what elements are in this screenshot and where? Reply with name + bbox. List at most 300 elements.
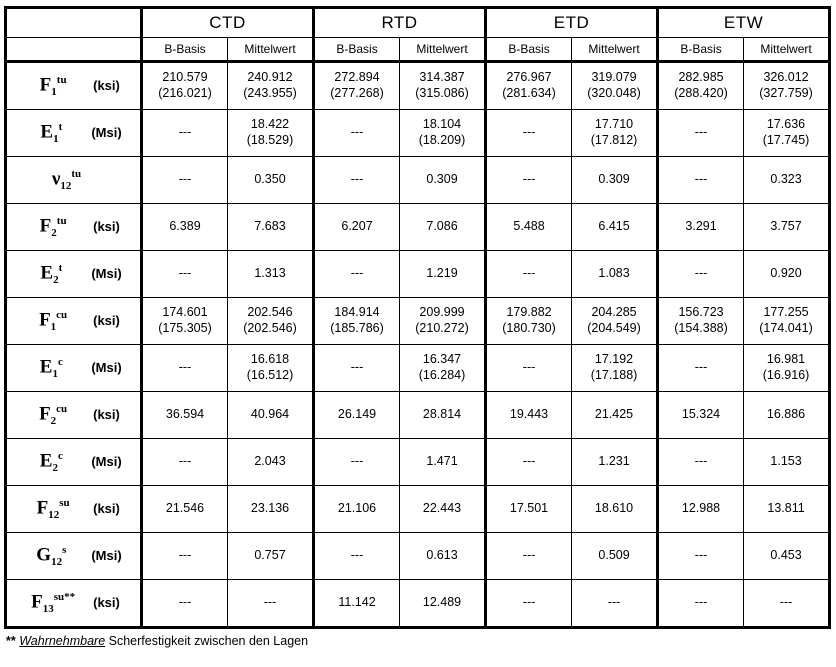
table-cell bbox=[486, 110, 572, 157]
row-symbol bbox=[27, 215, 79, 239]
table-cell bbox=[228, 157, 314, 204]
table-cell bbox=[658, 251, 744, 298]
table-cell bbox=[314, 580, 400, 628]
cell-value: 40.964 bbox=[250, 407, 290, 422]
symbol-base: G bbox=[36, 544, 52, 566]
cell-value: 0.323 bbox=[770, 172, 802, 187]
symbol-base: F bbox=[36, 497, 49, 519]
cell-value: --- bbox=[178, 360, 192, 375]
cell-value: 276.967 bbox=[506, 70, 552, 85]
cell-value-secondary: (175.305) bbox=[158, 321, 212, 335]
table-cell bbox=[400, 298, 486, 345]
table-cell bbox=[400, 580, 486, 628]
symbol-superscript: cu bbox=[56, 308, 68, 321]
cell-value: --- bbox=[350, 125, 364, 140]
table-cell bbox=[572, 580, 658, 628]
symbol-base: F bbox=[39, 309, 51, 331]
table-row bbox=[6, 345, 830, 392]
table-cell bbox=[400, 439, 486, 486]
table-cell bbox=[658, 157, 744, 204]
table-cell bbox=[142, 439, 228, 486]
row-unit: (Msi) bbox=[91, 454, 122, 470]
symbol-base: F bbox=[39, 74, 52, 96]
table-footnote bbox=[4, 634, 832, 648]
row-unit: (Msi) bbox=[91, 548, 122, 564]
cell-value: 1.153 bbox=[770, 454, 802, 469]
table-cell bbox=[314, 251, 400, 298]
cell-value: 18.610 bbox=[594, 501, 634, 516]
table-cell bbox=[658, 439, 744, 486]
cell-value: 21.106 bbox=[337, 501, 377, 516]
cell-value: --- bbox=[607, 595, 621, 610]
cell-value: 6.389 bbox=[169, 219, 201, 234]
table-cell bbox=[744, 298, 830, 345]
symbol-base: E bbox=[40, 262, 54, 284]
cell-value: 16.618 bbox=[250, 352, 290, 367]
row-unit: (ksi) bbox=[93, 501, 120, 517]
symbol-superscript: su** bbox=[53, 590, 76, 603]
table-cell bbox=[572, 439, 658, 486]
row-label bbox=[6, 439, 142, 486]
table-cell bbox=[658, 345, 744, 392]
cell-value: 1.313 bbox=[254, 266, 286, 281]
cell-value-secondary: (216.021) bbox=[158, 86, 212, 100]
cell-value: 6.415 bbox=[598, 219, 630, 234]
cell-value: 7.086 bbox=[426, 219, 458, 234]
cell-value: 2.043 bbox=[254, 454, 286, 469]
footnote-text: Scherfestigkeit zwischen den Lagen bbox=[105, 634, 309, 648]
cell-value: 179.882 bbox=[506, 305, 552, 320]
table-cell bbox=[228, 110, 314, 157]
table-cell bbox=[400, 204, 486, 251]
cell-value: --- bbox=[178, 125, 192, 140]
header-group-row bbox=[6, 8, 830, 38]
header-sub-2: B-Basis bbox=[314, 38, 400, 62]
table-cell bbox=[228, 533, 314, 580]
table-cell bbox=[228, 345, 314, 392]
cell-value: 7.683 bbox=[254, 219, 286, 234]
symbol-superscript: tu bbox=[56, 73, 67, 86]
cell-value: --- bbox=[694, 266, 708, 281]
header-group-etw: ETW bbox=[658, 8, 830, 38]
cell-value: --- bbox=[779, 595, 793, 610]
row-symbol bbox=[25, 544, 77, 568]
table-cell bbox=[486, 157, 572, 204]
table-cell bbox=[400, 533, 486, 580]
table-cell bbox=[658, 110, 744, 157]
cell-value: 1.219 bbox=[426, 266, 458, 281]
symbol-superscript: t bbox=[58, 261, 63, 274]
cell-value: 0.453 bbox=[770, 548, 802, 563]
cell-value: --- bbox=[178, 595, 192, 610]
table-cell bbox=[314, 345, 400, 392]
table-cell bbox=[486, 204, 572, 251]
cell-value: --- bbox=[350, 360, 364, 375]
symbol-subscript: 1 bbox=[51, 86, 57, 99]
row-symbol bbox=[25, 121, 77, 145]
cell-value-secondary: (174.041) bbox=[759, 321, 813, 335]
cell-value: 18.104 bbox=[422, 117, 462, 132]
table-cell bbox=[228, 204, 314, 251]
table-row bbox=[6, 580, 830, 628]
header-sub-0: B-Basis bbox=[142, 38, 228, 62]
table-cell bbox=[572, 486, 658, 533]
table-cell bbox=[744, 204, 830, 251]
header-group-rtd: RTD bbox=[314, 8, 486, 38]
cell-value: 202.546 bbox=[247, 305, 293, 320]
symbol-base: E bbox=[40, 121, 54, 143]
cell-value: --- bbox=[522, 266, 536, 281]
cell-value: 3.757 bbox=[770, 219, 802, 234]
row-unit: (ksi) bbox=[93, 595, 120, 611]
cell-value: 16.886 bbox=[766, 407, 806, 422]
symbol-subscript: 1 bbox=[52, 368, 58, 381]
symbol-superscript: su bbox=[59, 496, 70, 509]
table-cell bbox=[142, 298, 228, 345]
row-unit: (Msi) bbox=[91, 266, 122, 282]
cell-value: 13.811 bbox=[767, 501, 805, 516]
table-cell bbox=[658, 580, 744, 628]
cell-value: --- bbox=[522, 454, 536, 469]
table-cell bbox=[142, 110, 228, 157]
table-row bbox=[6, 392, 830, 439]
cell-value: 0.509 bbox=[598, 548, 630, 563]
cell-value: 1.083 bbox=[598, 266, 630, 281]
symbol-superscript: c bbox=[57, 355, 63, 368]
symbol-subscript: 13 bbox=[42, 603, 54, 616]
symbol-subscript: 1 bbox=[53, 133, 59, 146]
table-cell bbox=[744, 486, 830, 533]
table-cell bbox=[572, 110, 658, 157]
row-unit: (ksi) bbox=[93, 313, 120, 329]
cell-value: 209.999 bbox=[419, 305, 465, 320]
header-sub-1: Mittelwert bbox=[228, 38, 314, 62]
cell-value: 204.285 bbox=[591, 305, 637, 320]
table-cell bbox=[658, 298, 744, 345]
table-cell bbox=[486, 392, 572, 439]
table-cell bbox=[400, 251, 486, 298]
table-row bbox=[6, 157, 830, 204]
row-label bbox=[6, 157, 142, 204]
cell-value-secondary: (18.209) bbox=[418, 133, 466, 147]
header-sub-corner-cell bbox=[6, 38, 142, 62]
table-cell bbox=[658, 62, 744, 110]
cell-value-secondary: (204.549) bbox=[587, 321, 641, 335]
table-row bbox=[6, 110, 830, 157]
footnote-marker: ** bbox=[6, 634, 16, 648]
symbol-superscript: c bbox=[57, 449, 63, 462]
cell-value: --- bbox=[694, 172, 708, 187]
cell-value: 3.291 bbox=[685, 219, 717, 234]
cell-value: 156.723 bbox=[678, 305, 724, 320]
symbol-base: E bbox=[39, 450, 53, 472]
header-group-etd: ETD bbox=[486, 8, 658, 38]
cell-value: 5.488 bbox=[513, 219, 545, 234]
header-corner-cell bbox=[6, 8, 142, 38]
cell-value-secondary: (18.529) bbox=[246, 133, 294, 147]
cell-value: --- bbox=[522, 595, 536, 610]
row-label bbox=[6, 298, 142, 345]
cell-value: --- bbox=[263, 595, 277, 610]
cell-value: 0.309 bbox=[426, 172, 458, 187]
table-cell bbox=[486, 580, 572, 628]
cell-value-secondary: (243.955) bbox=[243, 86, 297, 100]
row-label bbox=[6, 580, 142, 628]
cell-value: --- bbox=[694, 595, 708, 610]
row-label bbox=[6, 204, 142, 251]
cell-value: 22.443 bbox=[422, 501, 462, 516]
cell-value: --- bbox=[178, 266, 192, 281]
table-cell bbox=[314, 298, 400, 345]
table-cell bbox=[744, 110, 830, 157]
cell-value: 12.988 bbox=[681, 501, 721, 516]
header-sub-7: Mittelwert bbox=[744, 38, 830, 62]
cell-value: --- bbox=[522, 125, 536, 140]
table-cell bbox=[400, 157, 486, 204]
table-row bbox=[6, 62, 830, 110]
table-cell bbox=[572, 345, 658, 392]
cell-value: --- bbox=[350, 172, 364, 187]
table-cell bbox=[744, 439, 830, 486]
cell-value: --- bbox=[694, 125, 708, 140]
cell-value-secondary: (277.268) bbox=[330, 86, 384, 100]
table-cell bbox=[486, 251, 572, 298]
cell-value-secondary: (202.546) bbox=[243, 321, 297, 335]
cell-value-secondary: (281.634) bbox=[502, 86, 556, 100]
table-cell bbox=[744, 580, 830, 628]
table-cell bbox=[744, 251, 830, 298]
table-row bbox=[6, 533, 830, 580]
table-cell bbox=[142, 486, 228, 533]
cell-value: --- bbox=[694, 548, 708, 563]
table-cell bbox=[744, 392, 830, 439]
row-unit: (Msi) bbox=[91, 125, 122, 141]
table-cell bbox=[486, 345, 572, 392]
cell-value: 272.894 bbox=[334, 70, 380, 85]
cell-value: --- bbox=[350, 548, 364, 563]
symbol-subscript: 1 bbox=[50, 321, 57, 334]
row-label bbox=[6, 345, 142, 392]
cell-value-secondary: (180.730) bbox=[502, 321, 556, 335]
table-cell bbox=[142, 251, 228, 298]
symbol-base: E bbox=[39, 356, 53, 378]
cell-value-secondary: (17.812) bbox=[590, 133, 638, 147]
cell-value-secondary: (17.745) bbox=[762, 133, 810, 147]
symbol-base: ν bbox=[51, 168, 61, 190]
row-symbol bbox=[41, 168, 93, 192]
table-cell bbox=[142, 157, 228, 204]
table-cell bbox=[572, 251, 658, 298]
symbol-subscript: 2 bbox=[51, 227, 57, 240]
cell-value: 282.985 bbox=[678, 70, 724, 85]
cell-value: 21.425 bbox=[594, 407, 634, 422]
cell-value: 0.350 bbox=[254, 172, 286, 187]
cell-value: --- bbox=[178, 172, 192, 187]
table-cell bbox=[658, 486, 744, 533]
symbol-superscript: tu bbox=[56, 214, 67, 227]
cell-value: --- bbox=[694, 454, 708, 469]
cell-value-secondary: (288.420) bbox=[674, 86, 728, 100]
symbol-superscript: cu bbox=[56, 402, 68, 415]
table-cell bbox=[228, 62, 314, 110]
symbol-base: F bbox=[31, 591, 43, 613]
symbol-superscript: s bbox=[62, 543, 67, 556]
table-cell bbox=[572, 533, 658, 580]
row-label bbox=[6, 110, 142, 157]
cell-value: 0.757 bbox=[254, 548, 286, 563]
cell-value: 17.192 bbox=[594, 352, 634, 367]
table-row bbox=[6, 486, 830, 533]
cell-value-secondary: (16.512) bbox=[246, 368, 294, 382]
table-cell bbox=[572, 392, 658, 439]
cell-value: 1.231 bbox=[598, 454, 630, 469]
table-cell bbox=[142, 580, 228, 628]
cell-value: 0.309 bbox=[598, 172, 630, 187]
table-cell bbox=[400, 486, 486, 533]
row-symbol bbox=[25, 450, 77, 474]
table-cell bbox=[228, 251, 314, 298]
header-sub-6: B-Basis bbox=[658, 38, 744, 62]
row-unit: (ksi) bbox=[93, 78, 120, 94]
table-cell bbox=[486, 439, 572, 486]
cell-value-secondary: (154.388) bbox=[674, 321, 728, 335]
cell-value: 18.422 bbox=[250, 117, 290, 132]
table-cell bbox=[228, 298, 314, 345]
cell-value: --- bbox=[694, 360, 708, 375]
header-group-ctd: CTD bbox=[142, 8, 314, 38]
cell-value: --- bbox=[178, 548, 192, 563]
cell-value-secondary: (320.048) bbox=[587, 86, 641, 100]
row-label bbox=[6, 533, 142, 580]
symbol-subscript: 12 bbox=[48, 509, 60, 522]
table-cell bbox=[142, 392, 228, 439]
cell-value: 16.347 bbox=[422, 352, 462, 367]
table-cell bbox=[744, 533, 830, 580]
table-cell bbox=[314, 533, 400, 580]
symbol-base: F bbox=[39, 215, 52, 237]
row-label bbox=[6, 392, 142, 439]
cell-value: --- bbox=[350, 454, 364, 469]
row-unit: (ksi) bbox=[93, 407, 120, 423]
table-cell bbox=[314, 439, 400, 486]
cell-value: 314.387 bbox=[419, 70, 465, 85]
cell-value-secondary: (327.759) bbox=[759, 86, 813, 100]
symbol-base: F bbox=[39, 403, 51, 425]
table-row bbox=[6, 204, 830, 251]
cell-value-secondary: (210.272) bbox=[415, 321, 469, 335]
row-symbol bbox=[27, 497, 79, 521]
cell-value-secondary: (17.188) bbox=[590, 368, 638, 382]
symbol-subscript: 12 bbox=[51, 556, 63, 569]
table-cell bbox=[142, 62, 228, 110]
cell-value: --- bbox=[522, 360, 536, 375]
table-cell bbox=[658, 392, 744, 439]
table-cell bbox=[314, 392, 400, 439]
table-cell bbox=[486, 62, 572, 110]
cell-value: 177.255 bbox=[763, 305, 809, 320]
table-cell bbox=[228, 486, 314, 533]
cell-value: 26.149 bbox=[337, 407, 377, 422]
header-sub-4: B-Basis bbox=[486, 38, 572, 62]
table-cell bbox=[400, 392, 486, 439]
table-cell bbox=[314, 110, 400, 157]
cell-value: --- bbox=[522, 548, 536, 563]
cell-value: 326.012 bbox=[763, 70, 809, 85]
cell-value: 6.207 bbox=[341, 219, 373, 234]
symbol-superscript: t bbox=[58, 120, 63, 133]
row-symbol bbox=[27, 74, 79, 98]
symbol-subscript: 2 bbox=[53, 274, 59, 287]
cell-value: --- bbox=[350, 266, 364, 281]
row-symbol bbox=[27, 591, 79, 615]
table-cell bbox=[572, 157, 658, 204]
material-properties-table bbox=[4, 6, 831, 629]
table-cell bbox=[228, 439, 314, 486]
header-sub-5: Mittelwert bbox=[572, 38, 658, 62]
table-cell bbox=[744, 62, 830, 110]
table-row bbox=[6, 298, 830, 345]
cell-value: 184.914 bbox=[334, 305, 380, 320]
cell-value: --- bbox=[522, 172, 536, 187]
table-cell bbox=[142, 345, 228, 392]
table-cell bbox=[142, 533, 228, 580]
table-cell bbox=[400, 62, 486, 110]
table-cell bbox=[400, 345, 486, 392]
cell-value: 1.471 bbox=[426, 454, 458, 469]
cell-value: 0.920 bbox=[770, 266, 802, 281]
symbol-subscript: 2 bbox=[50, 415, 57, 428]
table-cell bbox=[314, 62, 400, 110]
cell-value: 23.136 bbox=[250, 501, 290, 516]
table-cell bbox=[486, 298, 572, 345]
table-cell bbox=[314, 157, 400, 204]
table-cell bbox=[572, 204, 658, 251]
table-cell bbox=[228, 580, 314, 628]
table-cell bbox=[486, 533, 572, 580]
cell-value-secondary: (315.086) bbox=[415, 86, 469, 100]
table-row bbox=[6, 439, 830, 486]
row-unit: (ksi) bbox=[93, 219, 120, 235]
cell-value: 11.142 bbox=[338, 595, 376, 610]
cell-value: 17.501 bbox=[509, 501, 549, 516]
table-cell bbox=[744, 345, 830, 392]
symbol-subscript: 2 bbox=[52, 462, 58, 475]
cell-value: 16.981 bbox=[766, 352, 806, 367]
row-symbol bbox=[25, 356, 77, 380]
table-cell bbox=[486, 486, 572, 533]
cell-value-secondary: (16.284) bbox=[418, 368, 466, 382]
table-cell bbox=[658, 533, 744, 580]
table-cell bbox=[142, 204, 228, 251]
row-label bbox=[6, 486, 142, 533]
header-sub-3: Mittelwert bbox=[400, 38, 486, 62]
cell-value: 174.601 bbox=[162, 305, 208, 320]
table-cell bbox=[228, 392, 314, 439]
row-symbol bbox=[27, 403, 79, 427]
table-row bbox=[6, 251, 830, 298]
cell-value: 28.814 bbox=[422, 407, 462, 422]
symbol-subscript: 12 bbox=[60, 180, 72, 193]
table-cell bbox=[400, 110, 486, 157]
cell-value: 21.546 bbox=[165, 501, 205, 516]
cell-value: 17.710 bbox=[594, 117, 634, 132]
table-cell bbox=[314, 204, 400, 251]
table-cell bbox=[658, 204, 744, 251]
row-label bbox=[6, 62, 142, 110]
cell-value: 15.324 bbox=[681, 407, 721, 422]
table-cell bbox=[572, 62, 658, 110]
cell-value: 36.594 bbox=[165, 407, 205, 422]
